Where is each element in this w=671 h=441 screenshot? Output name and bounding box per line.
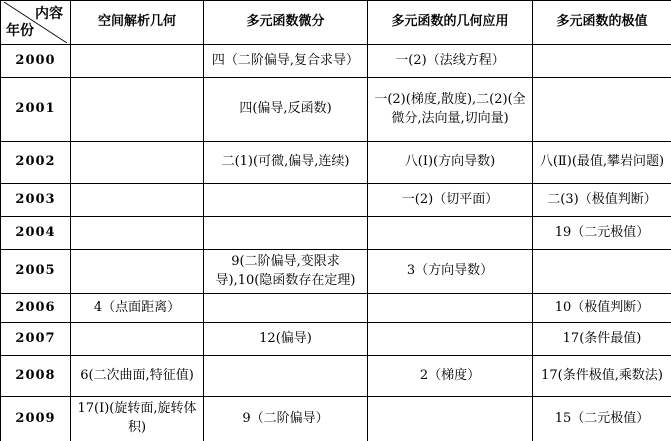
corner-inner [4, 2, 67, 43]
content-cell-geo-application [368, 217, 533, 250]
content-cell-extremum: 17(条件最值) [533, 323, 671, 356]
content-cell-geometry: 4（点面距离） [71, 294, 204, 323]
content-cell-geometry [71, 323, 204, 356]
content-cell-extremum: 15（二元极值） [533, 397, 671, 441]
content-cell-extremum: 二(3)（极值判断） [533, 184, 671, 217]
table-row-2008 [1, 356, 671, 397]
content-cell-extremum [533, 45, 671, 78]
table-row-2006 [1, 294, 671, 323]
column-header-geometry: 空间解析几何 [71, 1, 204, 45]
content-cell-extremum: 10（极值判断） [533, 294, 671, 323]
content-cell-geometry: 17(Ⅰ)(旋转面,旋转体积) [71, 397, 204, 441]
content-cell-geometry [71, 142, 204, 184]
content-cell-differential: 12(偏导) [204, 323, 368, 356]
content-cell-extremum [533, 78, 671, 142]
content-cell-differential: 四（二阶偏导,复合求导） [204, 45, 368, 78]
content-cell-extremum [533, 250, 671, 294]
content-cell-extremum: 八(Ⅱ)(最值,攀岩问题) [533, 142, 671, 184]
content-cell-geometry [71, 78, 204, 142]
content-cell-geo-application [368, 294, 533, 323]
content-cell-geo-application [368, 323, 533, 356]
content-cell-geo-application: 一(2)(梯度,散度),二(2)(全微分,法向量,切向量) [368, 78, 533, 142]
content-cell-geo-application: 一(2)（切平面） [368, 184, 533, 217]
table-body [1, 45, 671, 441]
year-cell: 2003 [1, 184, 71, 217]
year-cell: 2001 [1, 78, 71, 142]
year-cell: 2002 [1, 142, 71, 184]
corner-label-content: 内容 [35, 6, 63, 22]
content-cell-geo-application [368, 397, 533, 441]
year-cell: 2008 [1, 356, 71, 397]
table-row-2002 [1, 142, 671, 184]
content-cell-extremum: 17(条件极值,乘数法) [533, 356, 671, 397]
table-row-2003 [1, 184, 671, 217]
column-header-geo-application: 多元函数的几何应用 [368, 1, 533, 45]
content-cell-differential [204, 294, 368, 323]
content-cell-geometry [71, 217, 204, 250]
content-cell-extremum: 19（二元极值） [533, 217, 671, 250]
table-row-2004 [1, 217, 671, 250]
column-header-differential: 多元函数微分 [204, 1, 368, 45]
corner-header-cell [1, 1, 71, 45]
year-cell: 2005 [1, 250, 71, 294]
content-cell-geo-application: 3（方向导数） [368, 250, 533, 294]
content-cell-geometry [71, 184, 204, 217]
year-cell: 2004 [1, 217, 71, 250]
content-cell-geometry: 6(二次曲面,特征值) [71, 356, 204, 397]
content-cell-differential [204, 217, 368, 250]
year-cell: 2007 [1, 323, 71, 356]
year-cell: 2006 [1, 294, 71, 323]
content-cell-geometry [71, 45, 204, 78]
header-row [1, 1, 671, 45]
content-cell-differential: 四(偏导,反函数) [204, 78, 368, 142]
content-cell-differential: 9（二阶偏导） [204, 397, 368, 441]
content-cell-geo-application: 八(Ⅰ)(方向导数) [368, 142, 533, 184]
table-row-2009 [1, 397, 671, 441]
column-header-extremum: 多元函数的极值 [533, 1, 671, 45]
table-row-2005 [1, 250, 671, 294]
table-header [1, 1, 671, 45]
table-row-2000 [1, 45, 671, 78]
corner-label-year: 年份 [6, 22, 34, 39]
table-row-2001 [1, 78, 671, 142]
table-row-2007 [1, 323, 671, 356]
content-cell-geometry [71, 250, 204, 294]
content-cell-geo-application: 一(2)（法线方程） [368, 45, 533, 78]
content-cell-geo-application: 2（梯度） [368, 356, 533, 397]
content-cell-differential [204, 184, 368, 217]
year-cell: 2009 [1, 397, 71, 441]
content-cell-differential [204, 356, 368, 397]
year-cell: 2000 [1, 45, 71, 78]
content-cell-differential: 二(1)(可微,偏导,连续) [204, 142, 368, 184]
content-cell-differential: 9(二阶偏导,变限求导),10(隐函数存在定理) [204, 250, 368, 294]
